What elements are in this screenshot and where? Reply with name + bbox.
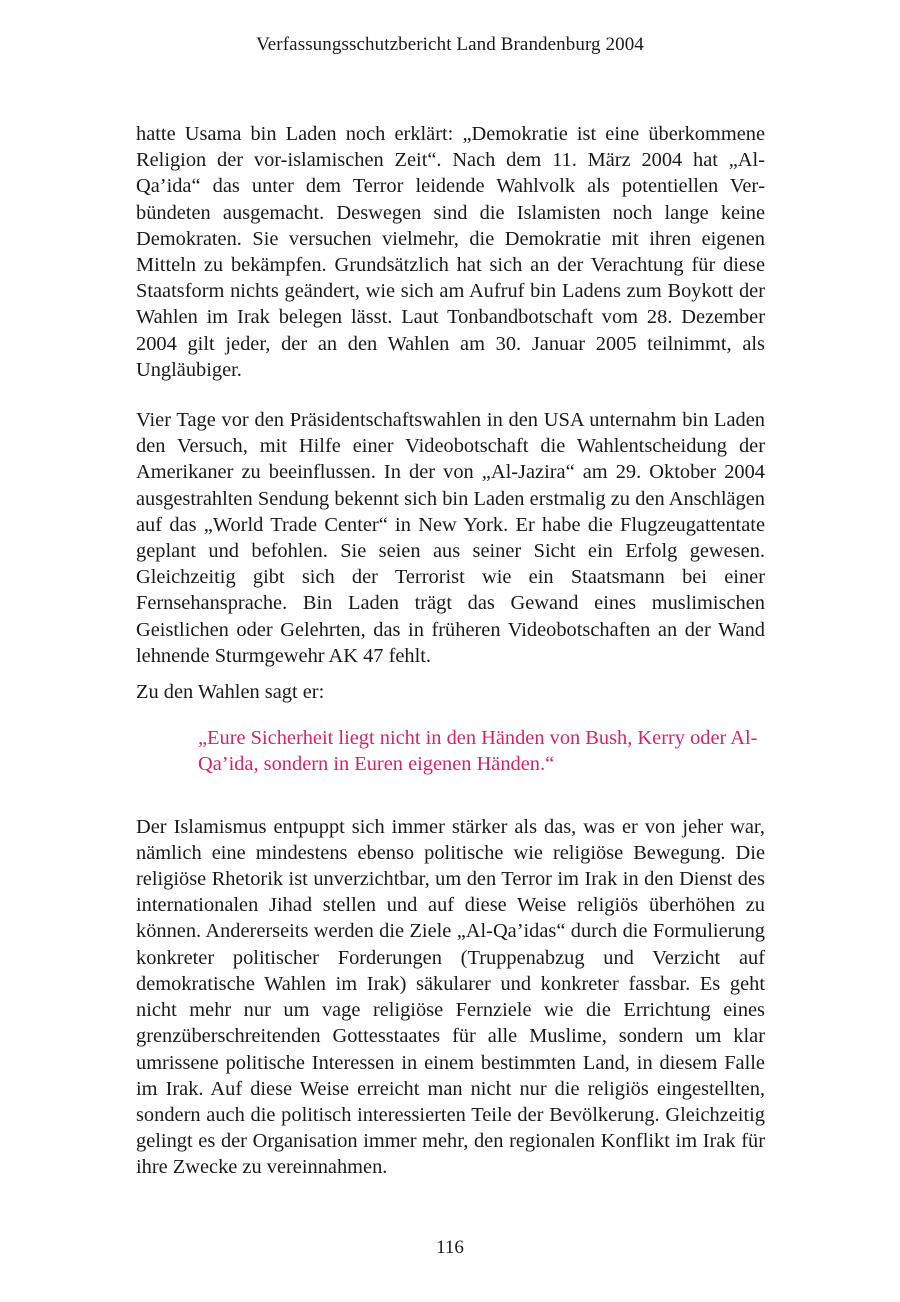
page-number: 116 <box>436 1237 464 1258</box>
paragraph-quote-intro: Zu den Wahlen sagt er: <box>136 681 325 704</box>
block-quote: „Eure Sicherheit liegt nicht in den Händen von Bush, Kerry oder Al-Qa’ida, sondern in Euren eigenen Händen.“ <box>198 727 758 776</box>
paragraph-video-message: Vier Tage vor den Präsidentschaftswahlen in den USA unternahm bin Laden den Versuch, mit Hilfe einer Videobotschaft die Wahlentscheidung der Amerikaner zu beeinflussen. In der von „Al-Jazira“ am 29. Oktober 2004 ausgestrahlten Sendung bekennt sich bin Laden erstmalig zu den Anschlägen auf das „World Trade Center“ in New York. Er habe die Flugzeugattentate geplant und befohlen. Sie seien aus seiner Sicht ein Erfolg gewesen. Gleichzeitig gibt sich der Terrorist wie ein Staatsmann bei einer Fernsehansprache. Bin Laden trägt das Gewand eines muslimischen Geistlichen oder Gelehrten, das in früheren Videobotschaften an der Wand lehnende Sturmgewehr AK 47 fehlt. <box>136 409 765 667</box>
running-header: Verfassungsschutzbericht Land Brandenburg 2004 <box>256 34 644 55</box>
paragraph-islamism-politics: Der Islamismus entpuppt sich immer stärker als das, was er von jeher war, nämlich eine mindestens ebenso politische wie religiöse Bewegung. Die religiöse Rhetorik ist unverzichtbar, um den Terror im Irak in den Dienst des internationalen Jihad stellen und auf diese Weise religiös überhöhen zu können. Andererseits werden die Ziele „Al-Qa’idas“ durch die Formulierung konkreter politischer Forderungen (Truppenabzug und Verzicht auf demokratische Wahlen im Irak) säkularer und konkreter fassbar. Es geht nicht mehr nur um vage religiöse Fernziele wie die Errichtung eines grenzüberschreitenden Gottesstaates für alle Muslime, sondern um klar umrissene politische Interessen in einem bestimmten Land, in diesem Falle im Irak. Auf diese Weise erreicht man nicht nur die religiös eingestellten, sondern auch die politisch interessierten Teile der Bevölkerung. Gleichzeitig gelingt es der Organisation immer mehr, den regionalen Konflikt im Irak für ihre Zwecke zu vereinnahmen. <box>136 815 765 1179</box>
page-body <box>136 121 765 1181</box>
paragraph-bin-laden-democracy: hatte Usama bin Laden noch erklärt: „Demokratie ist eine überkommene Religion der vor-islamischen Zeit“. Nach dem 11. März 2004 hat „Al-Qa’ida“ das unter dem Terror leidende Wahlvolk als potentiellen Verbündeten ausgemacht. Deswegen sind die Islamisten noch lange keine Demokraten. Sie versuchen vielmehr, die Demokratie mit ihren eigenen Mitteln zu bekämpfen. Grundsätzlich hat sich an der Verachtung für diese Staatsform nichts geändert, wie sich am Aufruf bin Ladens zum Boykott der Wahlen im Irak belegen lässt. Laut Tonbandbotschaft vom 28. Dezember 2004 gilt jeder, der an den Wahlen am 30. Januar 2005 teilnimmt, als Ungläubiger. <box>136 123 765 381</box>
